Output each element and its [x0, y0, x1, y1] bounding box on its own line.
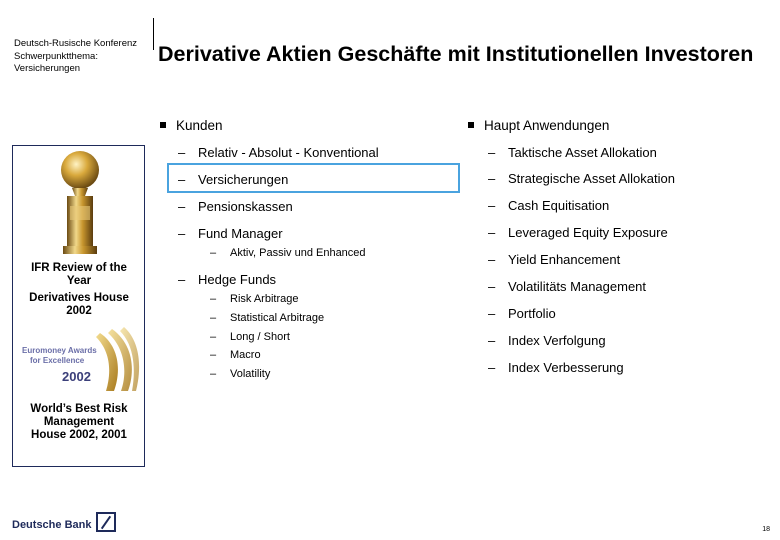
kunden-heading [160, 118, 223, 133]
item-label: Pensionskassen [198, 199, 293, 214]
item-label: Statistical Arbitrage [230, 312, 325, 324]
award-line: Management [43, 416, 115, 428]
list-item [488, 225, 668, 240]
ifr-award-text [14, 262, 144, 318]
item-label: Index Verbesserung [508, 360, 624, 375]
bullet-square-icon [468, 122, 474, 128]
list-item [488, 333, 606, 348]
list-item [488, 252, 620, 267]
award-line: House 2002, 2001 [31, 429, 127, 441]
item-label: Hedge Funds [198, 272, 277, 287]
item-label: Index Verfolgung [508, 333, 606, 348]
dash-icon: – [178, 199, 186, 214]
list-item [178, 272, 276, 287]
award-line: Year [66, 275, 92, 287]
list-item [178, 199, 293, 214]
dash-icon: – [210, 349, 217, 361]
item-label: Yield Enhancement [508, 252, 621, 267]
bullet-square-icon [160, 122, 166, 128]
euromoney-year: 2002 [62, 369, 91, 384]
list-item [178, 145, 379, 160]
list-item [488, 279, 646, 294]
trophy-icon [50, 148, 110, 258]
heading-label: Kunden [176, 118, 223, 133]
list-item [488, 360, 624, 375]
anwendungen-heading [468, 118, 609, 133]
item-label: Long / Short [230, 331, 290, 343]
heading-label: Haupt Anwendungen [484, 118, 610, 133]
dash-icon: – [488, 198, 496, 213]
item-label: Volatility [230, 368, 271, 380]
list-item [488, 306, 556, 321]
sub-item [210, 331, 290, 343]
sub-item [210, 368, 270, 380]
item-label: Strategische Asset Allokation [508, 171, 675, 186]
dash-icon: – [488, 252, 496, 267]
conference-line: Schwerpunktthema: [14, 50, 98, 62]
dash-icon: – [210, 293, 217, 305]
item-label: Cash Equitisation [508, 198, 610, 213]
dash-icon: – [210, 312, 217, 324]
dash-icon: – [488, 360, 496, 375]
sub-item [210, 312, 324, 324]
list-item [178, 172, 288, 187]
item-label: Portfolio [508, 306, 556, 321]
list-item [488, 171, 675, 186]
risk-award-text [14, 403, 144, 442]
dash-icon: – [488, 306, 496, 321]
dash-icon: – [178, 272, 186, 287]
conference-line: Deutsch-Rusische Konferenz [14, 38, 138, 49]
dash-icon: – [210, 247, 217, 259]
dash-icon: – [210, 331, 217, 343]
award-line: 2002 [66, 305, 92, 317]
conference-info [14, 38, 154, 76]
dash-icon: – [488, 333, 496, 348]
award-line: World’s Best Risk [30, 403, 128, 415]
item-label: Aktiv, Passiv und Enhanced [230, 247, 366, 259]
logo-text: Deutsche Bank [12, 519, 92, 531]
deutsche-bank-slash-icon [96, 512, 116, 532]
dash-icon: – [178, 145, 186, 160]
item-label: Versicherungen [198, 172, 289, 187]
sub-item [210, 247, 366, 259]
item-label: Leveraged Equity Exposure [508, 225, 668, 240]
item-label: Taktische Asset Allokation [508, 145, 657, 160]
dash-icon: – [488, 279, 496, 294]
item-label: Risk Arbitrage [230, 293, 299, 305]
item-label: Volatilitäts Management [508, 279, 647, 294]
award-line: IFR Review of the [31, 262, 127, 274]
dash-icon: – [178, 226, 186, 241]
dash-icon: – [488, 225, 496, 240]
euromoney-line: Euromoney Awards [22, 346, 97, 355]
header-divider [153, 18, 154, 50]
list-item [178, 226, 283, 241]
conference-line: Versicherungen [14, 63, 81, 74]
dash-icon: – [210, 368, 217, 380]
page-title: Derivative Aktien Geschäfte mit Institutionellen Investoren [158, 42, 754, 66]
item-label: Fund Manager [198, 226, 283, 241]
item-label: Relativ - Absolut - Konventional [198, 145, 379, 160]
dash-icon: – [488, 171, 496, 186]
euromoney-award-logo [20, 325, 140, 395]
sub-item [210, 349, 261, 361]
award-line: Derivatives House [29, 292, 129, 304]
dash-icon: – [488, 145, 496, 160]
sub-item [210, 293, 298, 305]
list-item [488, 145, 657, 160]
page-number: 18 [762, 526, 770, 533]
euromoney-line: for Excellence [30, 356, 85, 365]
list-item [488, 198, 609, 213]
item-label: Macro [230, 349, 261, 361]
dash-icon: – [178, 172, 186, 187]
